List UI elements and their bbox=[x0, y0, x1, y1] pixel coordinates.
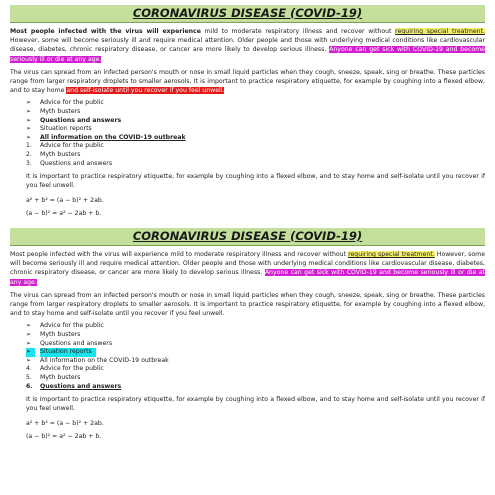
arrow-bullet-icon: ➢ bbox=[26, 125, 32, 133]
document-title: CORONAVIRUS DISEASE (COVID-19) bbox=[10, 5, 485, 23]
arrow-bullet-icon: ➢ bbox=[26, 322, 32, 330]
document-title: CORONAVIRUS DISEASE (COVID-19) bbox=[10, 228, 485, 246]
numbered-item: 3. Questions and answers bbox=[26, 159, 113, 167]
highlight-anyone-sick: Anyone can get sick with COVID-19 and become seriously ill or die at any age. bbox=[10, 46, 485, 63]
bullet-list bbox=[10, 99, 485, 168]
etiquette-paragraph: It is important to practice respiratory etiquette, for example by coughing into a flexed elbow, and to stay home and self-isolate until you recover if you feel unwell. bbox=[26, 396, 485, 413]
arrow-bullet-icon: ➢ bbox=[26, 116, 32, 124]
list-item: ➢ Questions and answers bbox=[26, 116, 122, 124]
bullet-list bbox=[10, 322, 485, 391]
list-item: ➢ All information on the COVID-19 outbreak bbox=[26, 356, 169, 364]
numbered-item: 6. Questions and answers bbox=[26, 382, 122, 390]
arrow-bullet-icon: ➢ bbox=[26, 339, 32, 347]
numbered-item: 4. Advice for the public bbox=[26, 365, 104, 373]
highlight-special-treatment: requiring special treatment. bbox=[348, 251, 435, 258]
equation-2: (a − b)² = a² − 2ab + b. bbox=[26, 209, 102, 217]
intro-paragraph: Most people infected with the virus will experience mild to moderate respiratory illness and recover without requiring special treatment. However, some will become seriously ill and require medical attention. Older people and those with underlying medical conditions like cardiovascular disease, diabetes, chronic respiratory disease, or cancer are more likely to develop serious illness. Anyone can get sick with COVID-19 and become seriously ill or die at any age. bbox=[10, 251, 485, 286]
document-section-1 bbox=[10, 5, 485, 218]
arrow-bullet-icon: ➢ bbox=[26, 99, 32, 107]
list-item: ➢ Questions and answers bbox=[26, 339, 113, 347]
etiquette-paragraph: It is important to practice respiratory etiquette, for example by coughing into a flexed elbow, and to stay home and self-isolate until you recover if you feel unwell. bbox=[26, 173, 485, 190]
arrow-bullet-icon: ➢ bbox=[26, 108, 32, 116]
list-item: ➢ Myth busters bbox=[26, 331, 81, 339]
arrow-bullet-icon: ➢ bbox=[26, 356, 32, 364]
highlight-anyone-sick: Anyone can get sick with COVID-19 and become seriously ill or die at any age. bbox=[10, 269, 485, 286]
arrow-bullet-icon: ➢ bbox=[26, 133, 32, 141]
numbered-item: 1. Advice for the public bbox=[26, 142, 104, 150]
intro-lead: Most people infected with the virus will experience bbox=[10, 28, 201, 35]
spread-end: and self-isolate until you recover if you feel unwell. bbox=[66, 310, 225, 318]
equation-1: a² + b² = (a − b)² + 2ab. bbox=[26, 196, 104, 204]
spread-text: The virus can spread from an infected person's mouth or nose in small liquid particles when they cough, sneeze, speak, sing or breathe. These particles range from larger respiratory droplets to smaller aerosols. It is important to practice respiratory etiquette, for example by coughing into a flexed elbow, and to stay home bbox=[10, 68, 485, 95]
highlight-special-treatment: requiring special treatment. bbox=[395, 28, 485, 35]
list-item: ➢ Situation reports bbox=[26, 125, 92, 133]
equation-2: (a − b)² = a² − 2ab + b. bbox=[26, 432, 102, 440]
spread-paragraph: The virus can spread from an infected person's mouth or nose in small liquid particles when they cough, sneeze, speak, sing or breathe. These particles range from larger respiratory droplets to smaller aerosols. It is important to practice respiratory etiquette, for example by coughing into a flexed elbow, and to stay home and self-isolate until you recover if you feel unwell. bbox=[10, 291, 485, 318]
arrow-bullet-icon: ➢ bbox=[26, 348, 35, 357]
numbered-item: 2. Myth busters bbox=[26, 150, 81, 158]
arrow-bullet-icon: ➢ bbox=[26, 331, 32, 339]
list-item: ➢ Advice for the public bbox=[26, 99, 104, 107]
list-item: ➢ Advice for the public bbox=[26, 322, 104, 330]
intro-mid: mild to moderate respiratory illness and recover without bbox=[200, 28, 396, 35]
list-item: ➢ Myth busters bbox=[26, 108, 81, 116]
intro-paragraph bbox=[10, 27, 485, 64]
highlight-situation-reports: Situation reports bbox=[40, 348, 96, 357]
list-item bbox=[26, 348, 485, 357]
spread-paragraph bbox=[10, 68, 485, 96]
document-section-2 bbox=[10, 228, 485, 441]
equation-1: a² + b² = (a − b)² + 2ab. bbox=[26, 419, 104, 427]
intro-rest: However, some will become seriously ill and require medical attention. Older people and those with underlying medical conditions like cardiovascular disease, diabetes, chronic respiratory disease, or cancer are more likely to develop serious illness. bbox=[10, 37, 485, 54]
numbered-item: 5. Myth busters bbox=[26, 373, 81, 381]
list-item: ➢ All information on the COVID-19 outbreak bbox=[26, 133, 186, 141]
highlight-self-isolate: and self-isolate until you recover if you feel unwell. bbox=[66, 87, 225, 95]
